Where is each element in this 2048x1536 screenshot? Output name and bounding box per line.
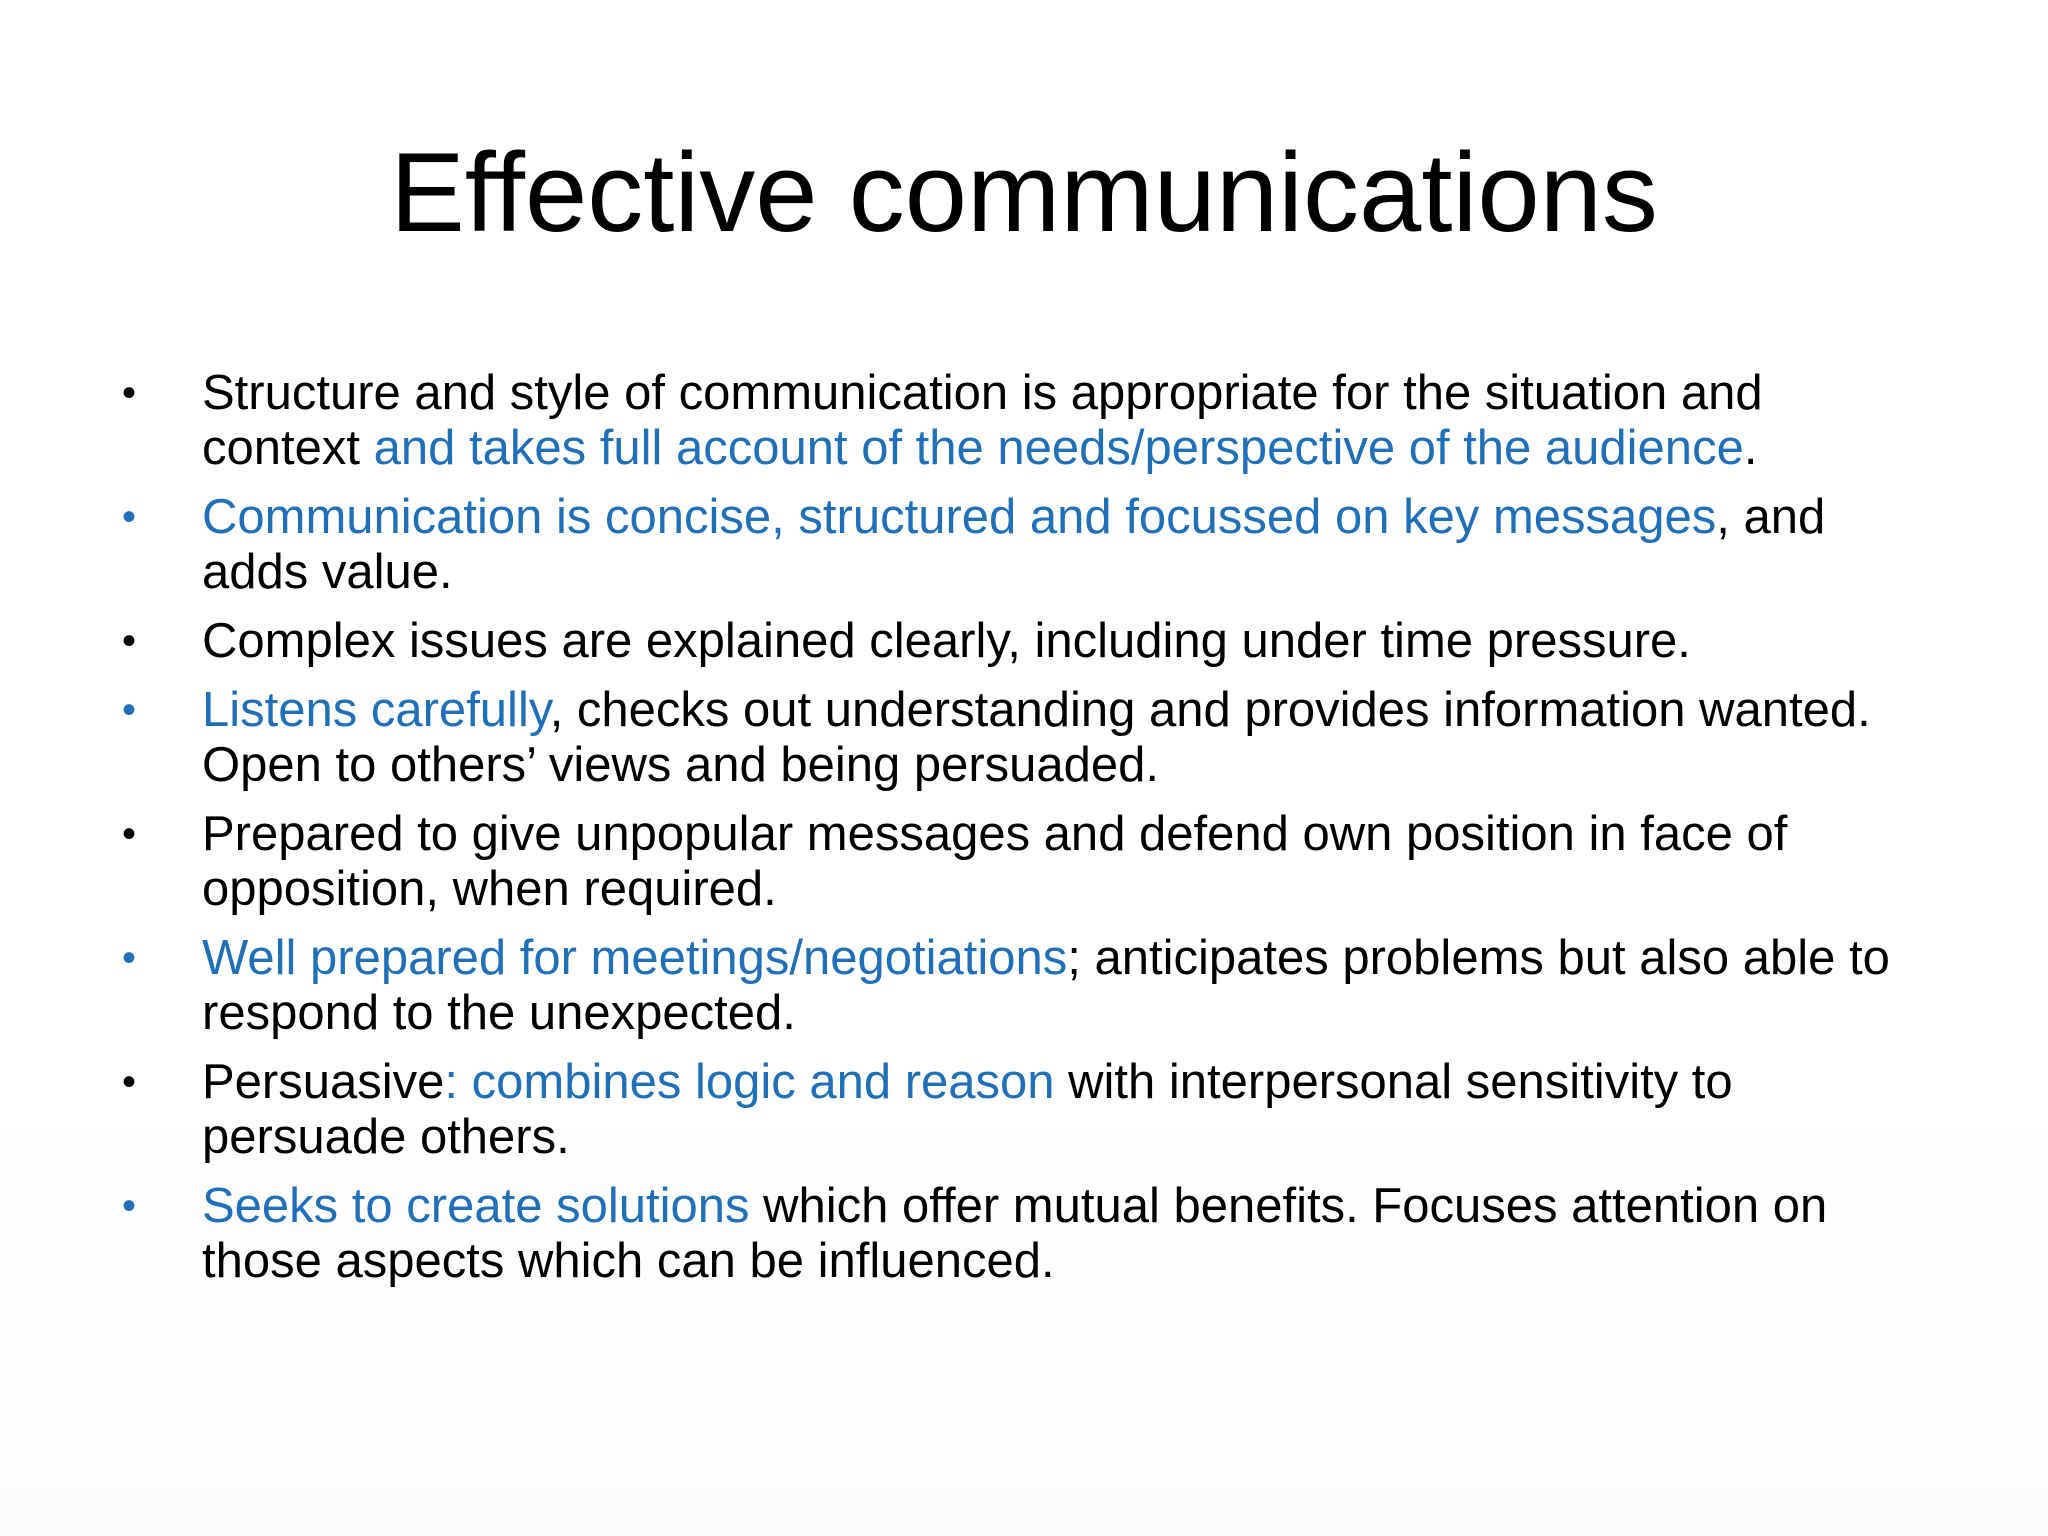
bullet-item: [122, 490, 1932, 600]
bullet-marker: •: [122, 812, 137, 856]
bullet-marker: •: [122, 495, 137, 539]
bullet-text-segment: .: [1743, 421, 1758, 475]
bullet-text-segment: Well prepared for meetings/negotiations: [202, 931, 1068, 985]
bullet-marker: •: [122, 1060, 137, 1104]
bullet-text-segment: : combines logic and reason: [444, 1055, 1055, 1109]
bullet-marker: •: [122, 619, 137, 663]
bullet-text-segment: ; anticipates problems but also able to respond to the unexpected.: [202, 931, 1890, 1040]
bullet-item: [122, 614, 1932, 669]
bullet-item: [122, 1179, 1932, 1289]
bullet-text-segment: , and adds value.: [202, 490, 1826, 599]
bullet-item: [122, 1055, 1932, 1165]
bullet-item: [122, 366, 1932, 476]
bullet-text-segment: Seeks to create solutions: [202, 1179, 750, 1233]
bullet-text-segment: and takes full account of the needs/perspective of the audience: [373, 421, 1744, 475]
bullet-text-segment: Listens carefully: [202, 683, 550, 737]
bullet-text-segment: Persuasive: [202, 1055, 445, 1109]
bullet-text-segment: , checks out understanding and provides information wanted. Open to others’ views and being persuaded.: [202, 683, 1871, 792]
bullet-list: [122, 366, 1932, 1303]
bullet-text-segment: which offer mutual benefits. Focuses attention on those aspects which can be influenced.: [202, 1179, 1828, 1288]
bullet-marker: •: [122, 1184, 137, 1228]
bullet-text-segment: Complex issues are explained clearly, including under time pressure.: [202, 614, 1691, 668]
bullet-item: [122, 683, 1932, 793]
bullet-text-segment: with interpersonal sensitivity to persuade others.: [202, 1055, 1733, 1164]
bullet-item: [122, 807, 1932, 917]
bullet-marker: •: [122, 371, 137, 415]
bullet-text-segment: Prepared to give unpopular messages and defend own position in face of opposition, when required.: [202, 807, 1788, 916]
bullet-item: [122, 931, 1932, 1041]
bullet-marker: •: [122, 688, 137, 732]
bullet-text-segment: Communication is concise, structured and focussed on key messages: [202, 490, 1717, 544]
bullet-marker: •: [122, 936, 137, 980]
bullet-text-segment: Structure and style of communication is appropriate for the situation and context: [202, 366, 1763, 475]
slide-title: Effective communications: [390, 130, 1658, 255]
